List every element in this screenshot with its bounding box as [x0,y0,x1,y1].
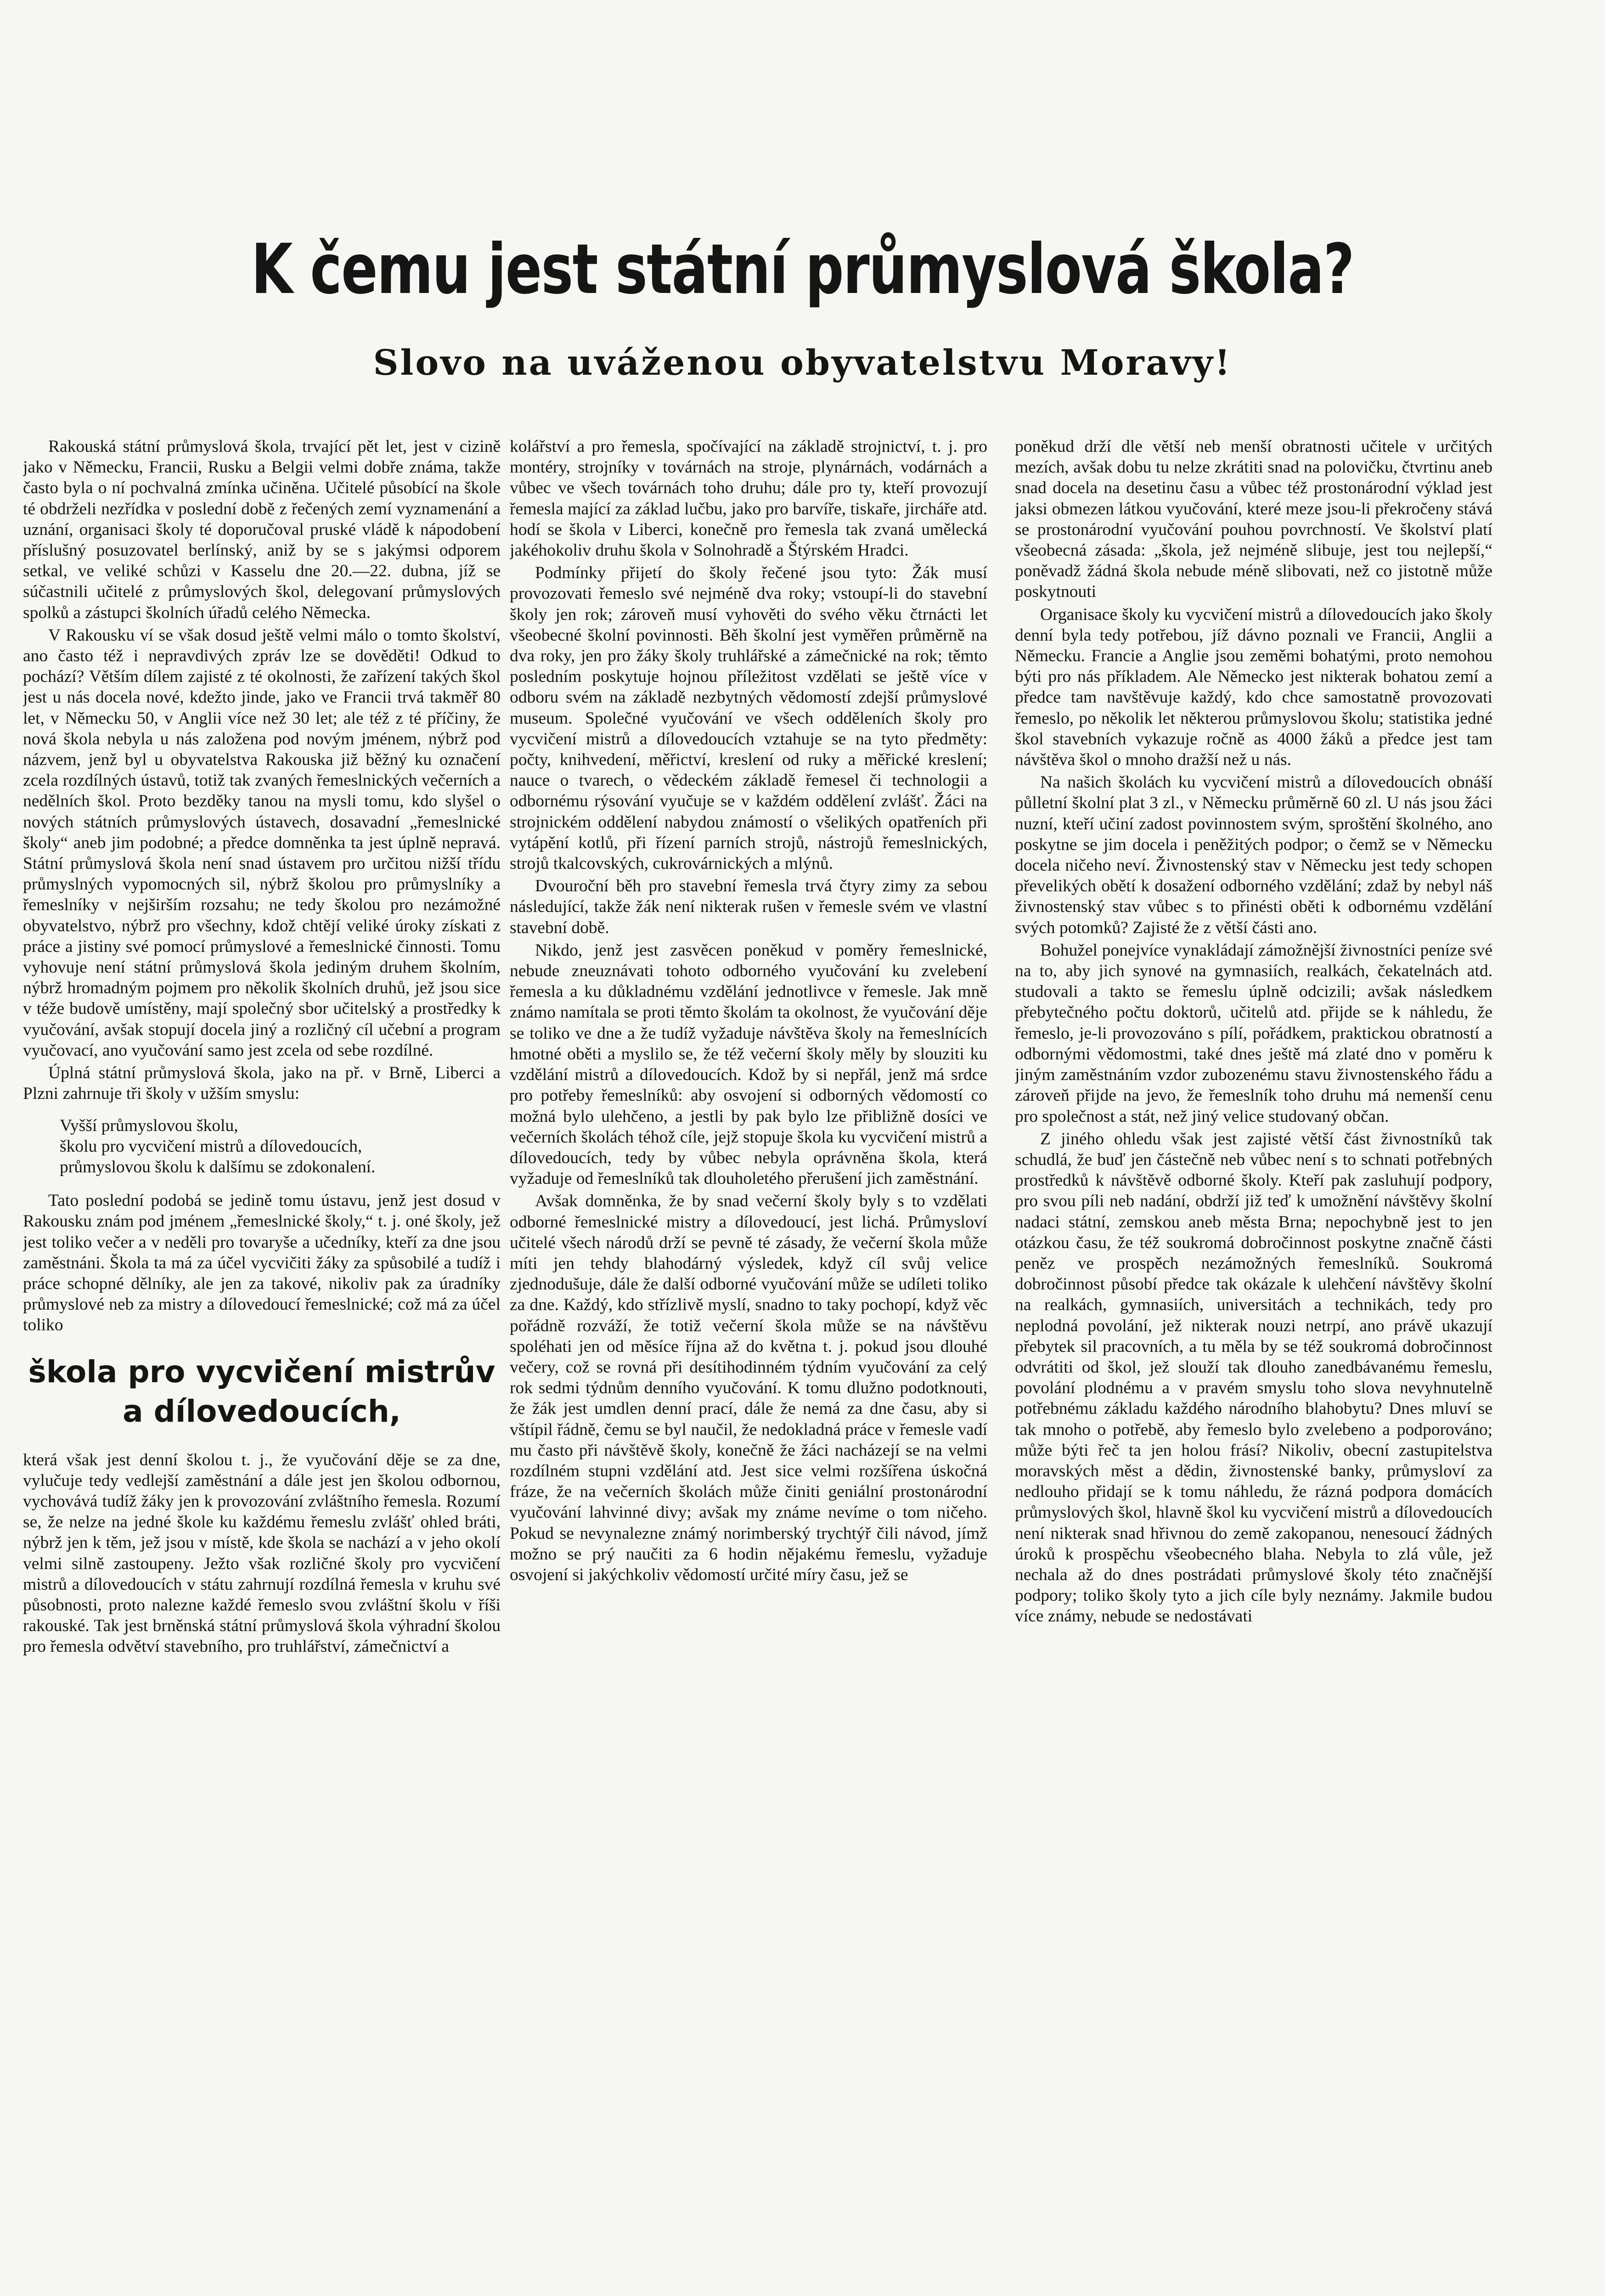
paragraph: Dvouroční běh pro stavební řemesla trvá čtyry zimy za sebou následující, takže žák není nikterak rušen v řemesle svém ve vlastní stavební době. [510,877,987,937]
article-title: K čemu jest státní průmyslová škola? [251,230,1354,310]
paragraph: V Rakousku ví se však dosud ještě velmi málo o tomto školství, ano často též i nepravdivých zpráv lze se dověděti! Odkud to pochází? Větším dílem zajisté z té okolnosti, že zařízení takých škol jest u nás docela nové, kdežto jinde, jako ve Francii trvá takměř 80 let, v Německu 50, v Anglii více než 30 let; ale též z té příčiny, že nová škola nebyla u nás založena pod novým jménem, nýbrž pod názvem, jenž byl u obyvatelstva Rakouska již běžný ku označení zcela rozdílných ústavů, totiž tak zvaných řemeslnických večerních a nedělních škol. Proto bezděky tanou na mysli tomu, kdo slyšel o nových státních průmyslových ústavech, dosavadní „řemeslnické školy“ aneb jim podobné; a předce domněnka ta jest úplně nepravá. Státní průmyslová škola není snad ústavem pro určitou nižší třídu průmyslných vypomocných sil, nýbrž školou pro průmyslníky a řemeslníky v nejširším rozsahu; ne tedy školou pro nezámožné obyvatelstvo, nýbrž pro všechny, kdož chtějí veliké úroky získati z práce a jistiny své pomocí průmyslové a řemeslnické činnosti. Tomu vyhovuje není státní průmyslová škola jediným druhem školním, nýbrž hromadným pojmem pro několik školních druhů, jež jsou sice v téže budově umístěny, mají společný sbor učitelský a prostředky k vyučování, avšak stopují docela jiný a rozličný cíl učební a program vyučovací, ano vyučování samo jest zcela od sebe rozdílné. [23,625,501,1060]
list-item: školu pro vycvičení mistrů a dílovedoucích, [60,1137,362,1156]
paragraph: Rakouská státní průmyslová škola, trvající pět let, jest v cizině jako v Německu, Francii, Rusku a Belgii velmi dobře známa, takže často byla o ní pochvalná zmínka učiněna. Učitelé působící na škole té obdrželi nezřídka v poslední době z řečených zemí vyznamenání a uznání, organisaci školy té doporučoval pruské vládě k nápodobení příslušný posuzovatel berlínský, aniž by se s jakýmsi odporem setkal, ve veliké schůzi v Kasselu dne 20.—22. dubna, jíž se súčastnili učitelé z průmyslových škol, delegovaní průmyslových spolků a zástupci školních úřadů celého Německa. [23,437,501,622]
list-item: průmyslovou školu k dalšímu se zdokonalení. [60,1157,376,1176]
column-2 [510,436,987,2296]
paragraph: Organisace školy ku vycvičení mistrů a dílovedoucích jako školy denní byla tedy potřebou, jíž dávno poznali ve Francii, Anglii a Německu. Francie a Anglie jsou zeměmi bohatými, proto nemohou býti pro nás příkladem. Ale Německo jest nikterak bohatou zemí a předce tam navštěvuje každý, kdo chce samostatně provozovati řemeslo, po několik let některou průmyslovou školu; statistika jedné škol stavebních vykazuje ročně as 4000 žáků a předce jest tam návštěva škol o mnoho dražší než u nás. [1015,605,1492,770]
list-item: Vyšší průmyslovou školu, [60,1116,238,1135]
paragraph: poněkud drží dle větší neb menší obratnosti učitele v určitých mezích, avšak dobu tu nelze zkrátiti snad na polovičku, čtvrtinu aneb snad docela na desetinu času a vůbec též prostonárodní výklad jest jaksi obmezen látkou vyučování, které meze jsou-li překročeny stává se prostonárodní vyučování pouhou povrchností. Ve školství platí všeobecná zásada: „škola, jež nejméně slibuje, jest tou nejlepší,“ poněvadž žádná škola nebude méně slibovati, než co jistotně může poskytnouti [1015,437,1492,602]
paragraph: kolářství a pro řemesla, spočívající na základě strojnictví, t. j. pro montéry, strojníky v továrnách na stroje, plynárnách, vodárnách a vůbec ve všech továrnách toho druhu; dále pro ty, kteří provozují řemesla mající za základ lučbu, jako pro barvíře, tiskaře, jircháře atd. hodí se škola v Liberci, konečně pro řemesla tak zvaná umělecká jakéhokoliv druhu škola v Solnohradě a Štýrském Hradci. [510,437,987,560]
paragraph: která však jest denní školou t. j., že vyučování děje se za dne, vylučuje tedy vedlejší zaměstnání a dále jest jen školou odbornou, vychovává tudíž žáky jen k provozování zvláštního řemesla. Rozumí se, že nelze na jedné škole ku každému řemeslu zvlášť ohled bráti, nýbrž jen k těm, jež jsou v místě, kde škola se nachází a v jeho okolí velmi silně zastoupeny. Ježto však rozličné školy pro vycvičení mistrů a dílovedoucích v státu zahrnují rozdílná řemesla v kruhu své působnosti, proto nalezne každé řemeslo svou zvláštní školu v říši rakouské. Tak jest brněnská státní průmyslová škola výhradní školou pro řemesla odvětví stavebního, pro truhlářství, zámečnictví a [23,1450,501,1656]
column-3 [1015,436,1492,2296]
column-1 [23,436,501,2296]
paragraph: Z jiného ohledu však jest zajisté větší část živnostníků tak schudlá, že buď jen částečně neb vůbec není s to schnati potřebných prostředků k návštěvě odborné školy. Kteří pak zasluhují podpory, pro svou píli neb nadání, obdrží již teď k umožnění návštěvy školní nadaci státní, zemskou aneb města Brna; nepochybně jest to jen otázkou času, že též soukromá dobročinnost poskytne značně části peněz ve prospěch nezámožných řemeslníků. Soukromá dobročinnost působí předce tak okázale k ulehčení návštěvy školní na realkách, gymnasiích, universitách a technikách, tedy pro neplodná povolání, jež nikterak nouzi netrpí, ano právě ukazují přebytek sil pracovních, a tu měla by se též soukromá dobročinnost odvrátiti od škol, jež slouží tak dlouho zanedbávanému řemeslu, povolání plodnému a v pravém smyslu toho slova nevyhnutelně potřebnému základu každého národního blahobytu? Dnes mluví se tak mnoho o potřebě, aby řemeslo bylo zvelebeno a podporováno; může býti řeč ta jen holou frásí? Nikoliv, obecní zastupitelstva moravských měst a dědin, živnostenské banky, průmysloví za nedlouho přidají se k tomu náhledu, že rázná podpora domácích průmyslových škol, hlavně škol ku vycvičení mistrů a dílovedoucích není nikterak snad hřivnou do země zakopanou, nenesoucí žádných úroků k prospěchu všeobecného blaha. Nebyla to zlá vůle, jež nechala až do dnes postrádati průmyslové školy této značnější podpory; toliko školy tyto a jich cíle byly neznámy. Jakmile budou více známy, nebude se nedostávati [1015,1129,1492,1626]
paragraph: Podmínky přijetí do školy řečené jsou tyto: Žák musí provozovati řemeslo své nejméně dva roky; vstoupí-li do stavební školy jen rok; zároveň musí vyhověti do svého věku čtrnácti let všeobecné školní povinnosti. Běh školní jest vyměřen průměrně na dva roky, jen pro žáky školy truhlářské a zámečnické na rok; těmto posledním poskytuje hojnou příležitost vzdělati se ještě více v odboru svém na základě nezbytných vědomostí zdejší průmyslové museum. Společné vyučování ve všech odděleních školy pro vycvičení mistrů a dílovedoucích vztahuje se na tyto předměty: počty, knihvedení, měřictví, kreslení od ruky a měřické kreslení; nauce o tvarech, o vědeckém základě řemesel či technologii a odbornému rýsování vyučuje se v každém oddělení zvlášť. Žáci na strojnickém oddělení nabydou známostí o všelikých opatřeních při vytápění kotlů, při řízení parních strojů, nástrojů řemeslnických, strojů tkalcovských, cukrovárnických a mlýnů. [510,563,987,873]
paragraph: Bohužel ponejvíce vynakládají zámožnější živnostníci peníze své na to, aby jich synové na gymnasiích, realkách, čekatelnách atd. studovali a takto se řemeslu úplně odcizili; avšak následkem přebytečného počtu doktorů, učitelů atd. přijde se k náhledu, že řemeslo, je-li provozováno s pílí, pořádkem, praktickou obratností a odbornými vědomostmi, také dnes ještě má zlaté dno v poměru k jiným zaměstnáním vzdor zubozenému stavu živnostenského řádu a zároveň přijde na jevo, že řemeslník toho druhu má nemenší cenu pro společnost a stát, než jiný velice studovaný občan. [1015,940,1492,1126]
article-subtitle: Slovo na uváženou obyvatelstvu Moravy! [373,342,1232,383]
paragraph: Tato poslední podobá se jedině tomu ústavu, jenž jest dosud v Rakousku znám pod jménem „řemeslnické školy,“ t. j. oné školy, jež jest toliko večer a v neděli pro tovaryše a učedníky, kteří za dne jsou zaměstnáni. Škola ta má za účel vycvičiti žáky za spůsobilé a tudíž i práce schopné dělníky, ale jen za takové, nikoliv pak za úradníky průmyslové neb za mistry a dílovedoucí řemeslnické; což má za účel toliko [23,1191,501,1335]
paragraph: Nikdo, jenž jest zasvěcen poněkud v poměry řemeslnické, nebude zneuznávati tohoto odborného vyučování ku zvelebení řemesla a ku důkladnému vzdělání jednotlivce v řemesle. Jak mně známo namítala se proti těmto školám ta okolnost, že vyučování děje se toliko ve dne a že tudíž vyžaduje návštěva školy na řemeslnících hmotné oběti a myslilo se, že též večerní školy měly by slouziti ku vzdělání mistrů a dílovedoucích. Kdož by si nepřál, jenž má srdce pro potřeby řemeslníků: aby osvojení si odborných vědomostí co možná bylo ulehčeno, a jestli by pak bylo lze přibližně dosíci ve večerních školách téhož cíle, jejž stopuje škola ku vycvičení mistrů a dílovedoucích, tedy by vůbec nebyla oprávněna škola, která vyžaduje od řemeslníků tak dlouholetého přerušení jich zaměstnání. [510,940,987,1188]
paragraph: Avšak domněnka, že by snad večerní školy byly s to vzdělati odborné řemeslnické mistry a dílovedoucí, jest lichá. Průmysloví učitelé všech národů drží se pevně té zásady, že večerní škola může míti jen tehdy blahodárný výsledek, když cíl svůj velice zjednodušuje, dále že další odborné vyučování může se udíleti toliko za dne. Každý, kdo střízlivě myslí, snadno to taky pochopí, když věc pořádně rozváží, že totiž večerní škola může se na návštěvu spoléhati jen od měsíce října až do května t. j. pokud jsou dlouhé večery, což se rovná při desítihodinném týdním vyučování za celý rok sedmi týdnům denního vyučování. K tomu dlužno podotknouti, že žák jest umdlen denní prací, dále že nemá za dne času, aby si vštípil řádně, čemu se byl naučil, že nedokladná práce v řemesle vadí mu často při návštěvě školy, konečně že žáci nacházejí se na velmi rozdílném stupni vzdělání atd. Jest sice velmi rozšířena úskočná fráze, že na večerních školách může činiti geniální prostonárodní vyučování lahvinné divy; avšak my známe nevíme o tom ničeho. Pokud se nevynalezne známý norimberský trychtýř čili návod, jímž možno se prý naučiti za 6 hodin nějakému řemeslu, vyžaduje osvojení si jakýchkoliv vědomostí určité míry času, jež se [510,1192,987,1584]
school-types-list [60,1115,501,1178]
paragraph: Úplná státní průmyslová škola, jako na př. v Brně, Liberci a Plzni zahrnuje tři školy v užším smyslu: [23,1064,501,1103]
paragraph: Na našich školách ku vycvičení mistrů a dílovedoucích obnáší půlletní školní plat 3 zl., v Německu průměrně 60 zl. U nás jsou žáci nuzní, kteří učiní zadost povinnostem svým, sproštění školného, ano poskytne se jim docela i peněžitých podpor; o čemž se v Německu docela ničeho neví. Živnostenský stav v Německu jest tedy schopen převelikých obětí k dosažení odborného vzdělání; zdaž by nebyl náš živnostenský stav vůbec s to přinésti oběti k odbornému vzdělání svých potomků? Zajisté že z větší části ano. [1015,773,1492,937]
section-heading: škola pro vycvičení mistrův a dílovedoucích, [28,1354,496,1429]
